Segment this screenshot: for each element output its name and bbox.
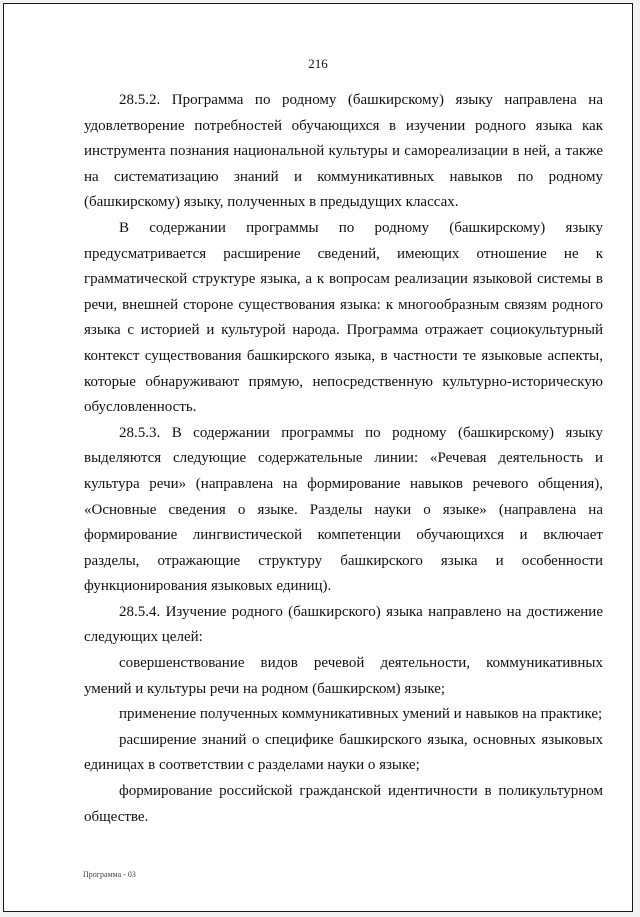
goal-item-practice: применение полученных коммуникативных умений и навыков на практике; — [119, 706, 603, 723]
paragraph-28-5-4: 28.5.4. Изучение родного (башкирского) языка направлено на достижение следующих целей: — [84, 603, 603, 646]
goal-item-civic-identity: формирование российской гражданской идентичности в поликультурном обществе. — [84, 783, 603, 825]
document-page — [3, 3, 633, 912]
paragraph-28-5-3: 28.5.3. В содержании программы по родному (башкирскому) языку выделяются следующие содержательные линии: «Речевая деятельность и культура речи» (направлена на формирование навыков речевого общения), «Основные сведения о языке. Разделы науки о языке» (направлена на формирование лингвистической компетенции обучающихся и включает разделы, отражающие структуру башкирского языка и особенности функционирования языковых единиц). — [84, 424, 603, 595]
goal-item-language-specifics: расширение знаний о специфике башкирского языка, основных языковых единицах в соответствии с разделами науки о языке; — [84, 731, 603, 774]
paragraph-28-5-2: 28.5.2. Программа по родному (башкирскому) языку направлена на удовлетворение потребностей обучающихся в изучении родного языка как инструмента познания национальной культуры и самореализации в ней, а также на систематизацию знаний и коммуникативных навыков по родному (башкирскому) языку, полученных в предыдущих классах. — [84, 92, 603, 211]
document-body — [84, 88, 603, 830]
paragraph-content-extension: В содержании программы по родному (башкирскому) языку предусматривается расширение сведений, имеющих отношение не к грамматической структуре языка, а к вопросам реализации языковой системы в речи, внешней стороне существования языка: к многообразным связям родного языка с историей и культурой народа. Программа отражает социокультурный контекст существования башкирского языка, в частности те языковые аспекты, которые обнаруживают прямую, непосредственную культурно-историческую обусловленность. — [84, 219, 603, 416]
footer-label: Программа - 03 — [83, 870, 136, 879]
page-number: 216 — [308, 56, 328, 71]
goal-item-speech-activity: совершенствование видов речевой деятельности, коммуникативных умений и культуры речи на родном (башкирском) языке; — [84, 655, 603, 697]
